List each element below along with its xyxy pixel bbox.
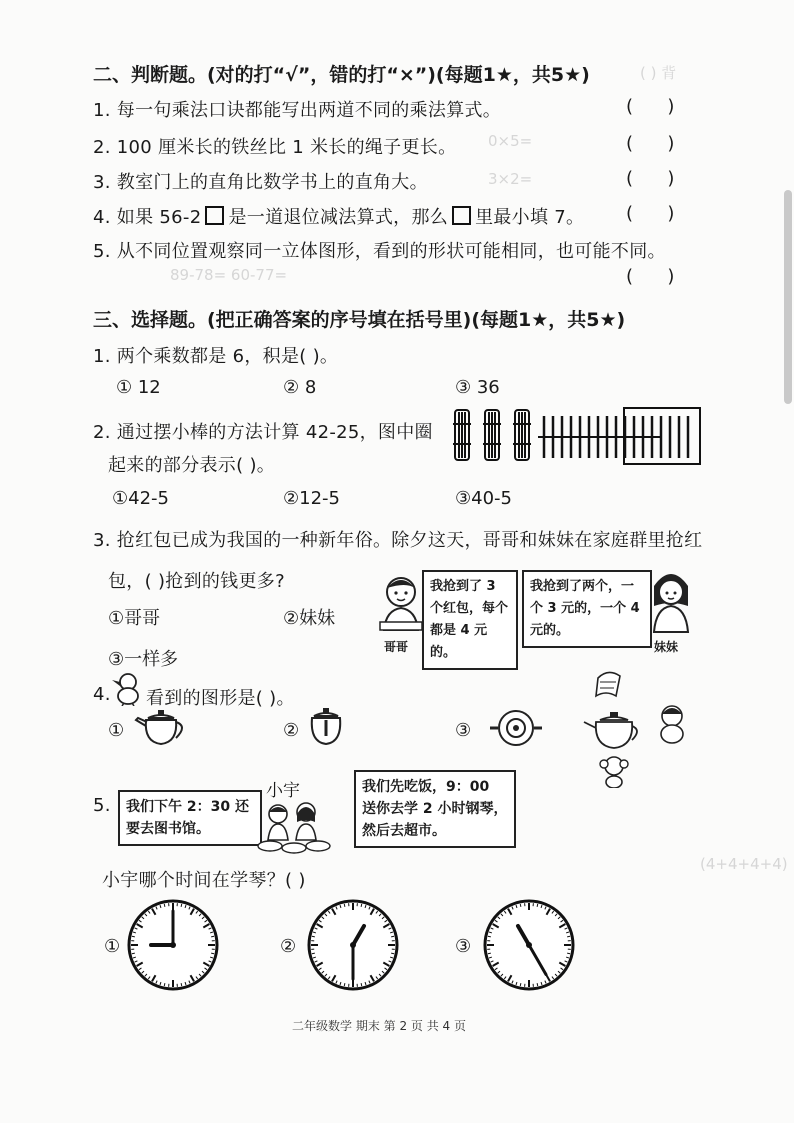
clock-tick xyxy=(520,983,521,986)
sister-label: 妹妹 xyxy=(654,640,679,654)
clock-tick xyxy=(537,983,538,986)
clock-option-2 xyxy=(306,898,400,992)
judge-item-4-head: 4. 如果 56-2 xyxy=(93,207,202,228)
teapot-top-view-icon xyxy=(488,708,544,748)
choice-q1-text: 1. 两个乘数都是 6，积是( )。 xyxy=(93,346,339,367)
section3-title: 三、选择题。(把正确答案的序号填在括号里)(每题1★，共5★) xyxy=(93,309,626,331)
judge-item-4 xyxy=(93,203,584,229)
blank-box xyxy=(205,206,224,225)
choice-q4-text: 看到的图形是( )。 xyxy=(146,688,295,709)
clock-tick xyxy=(391,953,394,954)
clock-tick xyxy=(537,904,538,907)
brother-label: 哥哥 xyxy=(384,640,409,654)
judge-answer-4[interactable]: ( ) xyxy=(626,203,675,224)
choice-q3-line1: 3. 抢红包已成为我国的一种新年俗。除夕这天，哥哥和妹妹在家庭群里抢红 xyxy=(93,530,703,551)
stick-bundle xyxy=(483,410,501,460)
stick-bundle xyxy=(513,410,531,460)
stick-bundle xyxy=(453,410,471,460)
clock-center xyxy=(526,942,532,948)
choice-q2-option-1[interactable]: ①42-5 xyxy=(112,488,169,509)
clock-tick xyxy=(488,953,491,954)
choice-q3-option-1[interactable]: ①哥哥 xyxy=(108,608,161,629)
clock-tick xyxy=(361,904,362,907)
clock-tick xyxy=(132,953,135,954)
clock-tick xyxy=(361,983,362,986)
judge-item-2: 2. 100 厘米长的铁丝比 1 米长的绳子更长。 xyxy=(93,137,457,158)
choice-q1-option-1[interactable]: ① 12 xyxy=(116,377,161,398)
right-speech-bubble: 我们先吃饭，9：00 送你去学 2 小时钢琴，然后去超市。 xyxy=(354,770,516,848)
judge-item-1: 1. 每一句乘法口诀都能写出两道不同的乘法算式。 xyxy=(93,100,502,121)
brother-bubble: 我抢到了 3 个红包，每个都是 4 元的。 xyxy=(422,570,518,670)
clock-option-1 xyxy=(126,898,220,992)
clock-tick xyxy=(181,904,182,907)
choice-q1-option-3[interactable]: ③ 36 xyxy=(455,377,500,398)
observation-scene xyxy=(570,668,700,788)
clock-center xyxy=(170,942,176,948)
clock-tick xyxy=(164,983,165,986)
xiaoyu-name: 小宇 xyxy=(266,781,300,801)
clock-tick xyxy=(567,953,570,954)
choice-q2-option-2[interactable]: ②12-5 xyxy=(283,488,340,509)
clock-tick xyxy=(211,936,214,937)
sister-bubble: 我抢到了两个，一个 3 元的，一个 4 元的。 xyxy=(522,570,652,648)
clock-tick xyxy=(344,904,345,907)
clock-tick xyxy=(488,936,491,937)
judge-item-3: 3. 教室门上的直角比数学书上的直角大。 xyxy=(93,172,428,193)
section2-title: 二、判断题。(对的打“√”，错的打“×”)(每题1★，共5★) xyxy=(93,64,590,86)
judge-answer-1[interactable]: ( ) xyxy=(626,96,675,117)
choice-q3-option-3[interactable]: ③一样多 xyxy=(108,649,179,670)
choice-q5-num: 5. xyxy=(93,795,111,816)
clock-tick xyxy=(164,904,165,907)
clock-tick xyxy=(520,904,521,907)
vertical-scrollbar[interactable] xyxy=(784,190,792,404)
teapot-side-view-icon xyxy=(134,708,190,748)
choice-q4-prefix: 4. xyxy=(93,684,111,705)
choice-q1-option-2[interactable]: ② 8 xyxy=(283,377,317,398)
choice-q3-option-2[interactable]: ②妹妹 xyxy=(283,608,336,629)
clock-tick xyxy=(312,936,315,937)
sticks-illustration xyxy=(452,404,704,466)
clock-tick xyxy=(181,983,182,986)
clock-option-3 xyxy=(482,898,576,992)
judge-answer-3[interactable]: ( ) xyxy=(626,168,675,189)
teapot-front-view-icon xyxy=(306,706,346,748)
choice-q5-option-2[interactable]: ② xyxy=(280,936,297,957)
choice-q3-line2: 包，( )抢到的钱更多? xyxy=(108,571,285,592)
left-speech-bubble: 我们下午 2：30 还要去图书馆。 xyxy=(118,790,262,846)
choice-q2-option-3[interactable]: ③40-5 xyxy=(455,488,512,509)
clock-tick xyxy=(312,953,315,954)
clock-tick xyxy=(391,936,394,937)
choice-q5-option-1[interactable]: ① xyxy=(104,936,121,957)
blank-box xyxy=(452,206,471,225)
family-dining-scene xyxy=(250,800,336,860)
choice-q4-option-2[interactable]: ② xyxy=(283,720,300,741)
clock-tick xyxy=(344,983,345,986)
brother-figure xyxy=(376,572,426,634)
choice-q5-question: 小宇哪个时间在学琴？( ) xyxy=(102,870,306,891)
bird-icon xyxy=(110,670,144,706)
choice-q2-line2: 起来的部分表示( )。 xyxy=(108,455,276,476)
judge-answer-5[interactable]: ( ) xyxy=(626,266,675,287)
choice-q4-option-3[interactable]: ③ xyxy=(455,720,472,741)
sister-figure xyxy=(646,566,696,636)
choice-q2-line1: 2. 通过摆小棒的方法计算 42-25，图中圈 xyxy=(93,422,433,443)
clock-tick xyxy=(567,936,570,937)
judge-answer-2[interactable]: ( ) xyxy=(626,133,675,154)
clock-tick xyxy=(211,953,214,954)
judge-item-5: 5. 从不同位置观察同一立体图形，看到的形状可能相同，也可能不同。 xyxy=(93,241,666,262)
judge-item-4-mid: 是一道退位减法算式，那么 xyxy=(228,207,449,228)
choice-q4-option-1[interactable]: ① xyxy=(108,720,125,741)
judge-item-4-tail: 里最小填 7。 xyxy=(475,207,585,228)
page-footer: 二年级数学 期末 第 2 页 共 4 页 xyxy=(292,1019,466,1033)
clock-tick xyxy=(132,936,135,937)
choice-q5-option-3[interactable]: ③ xyxy=(455,936,472,957)
clock-center xyxy=(350,942,356,948)
